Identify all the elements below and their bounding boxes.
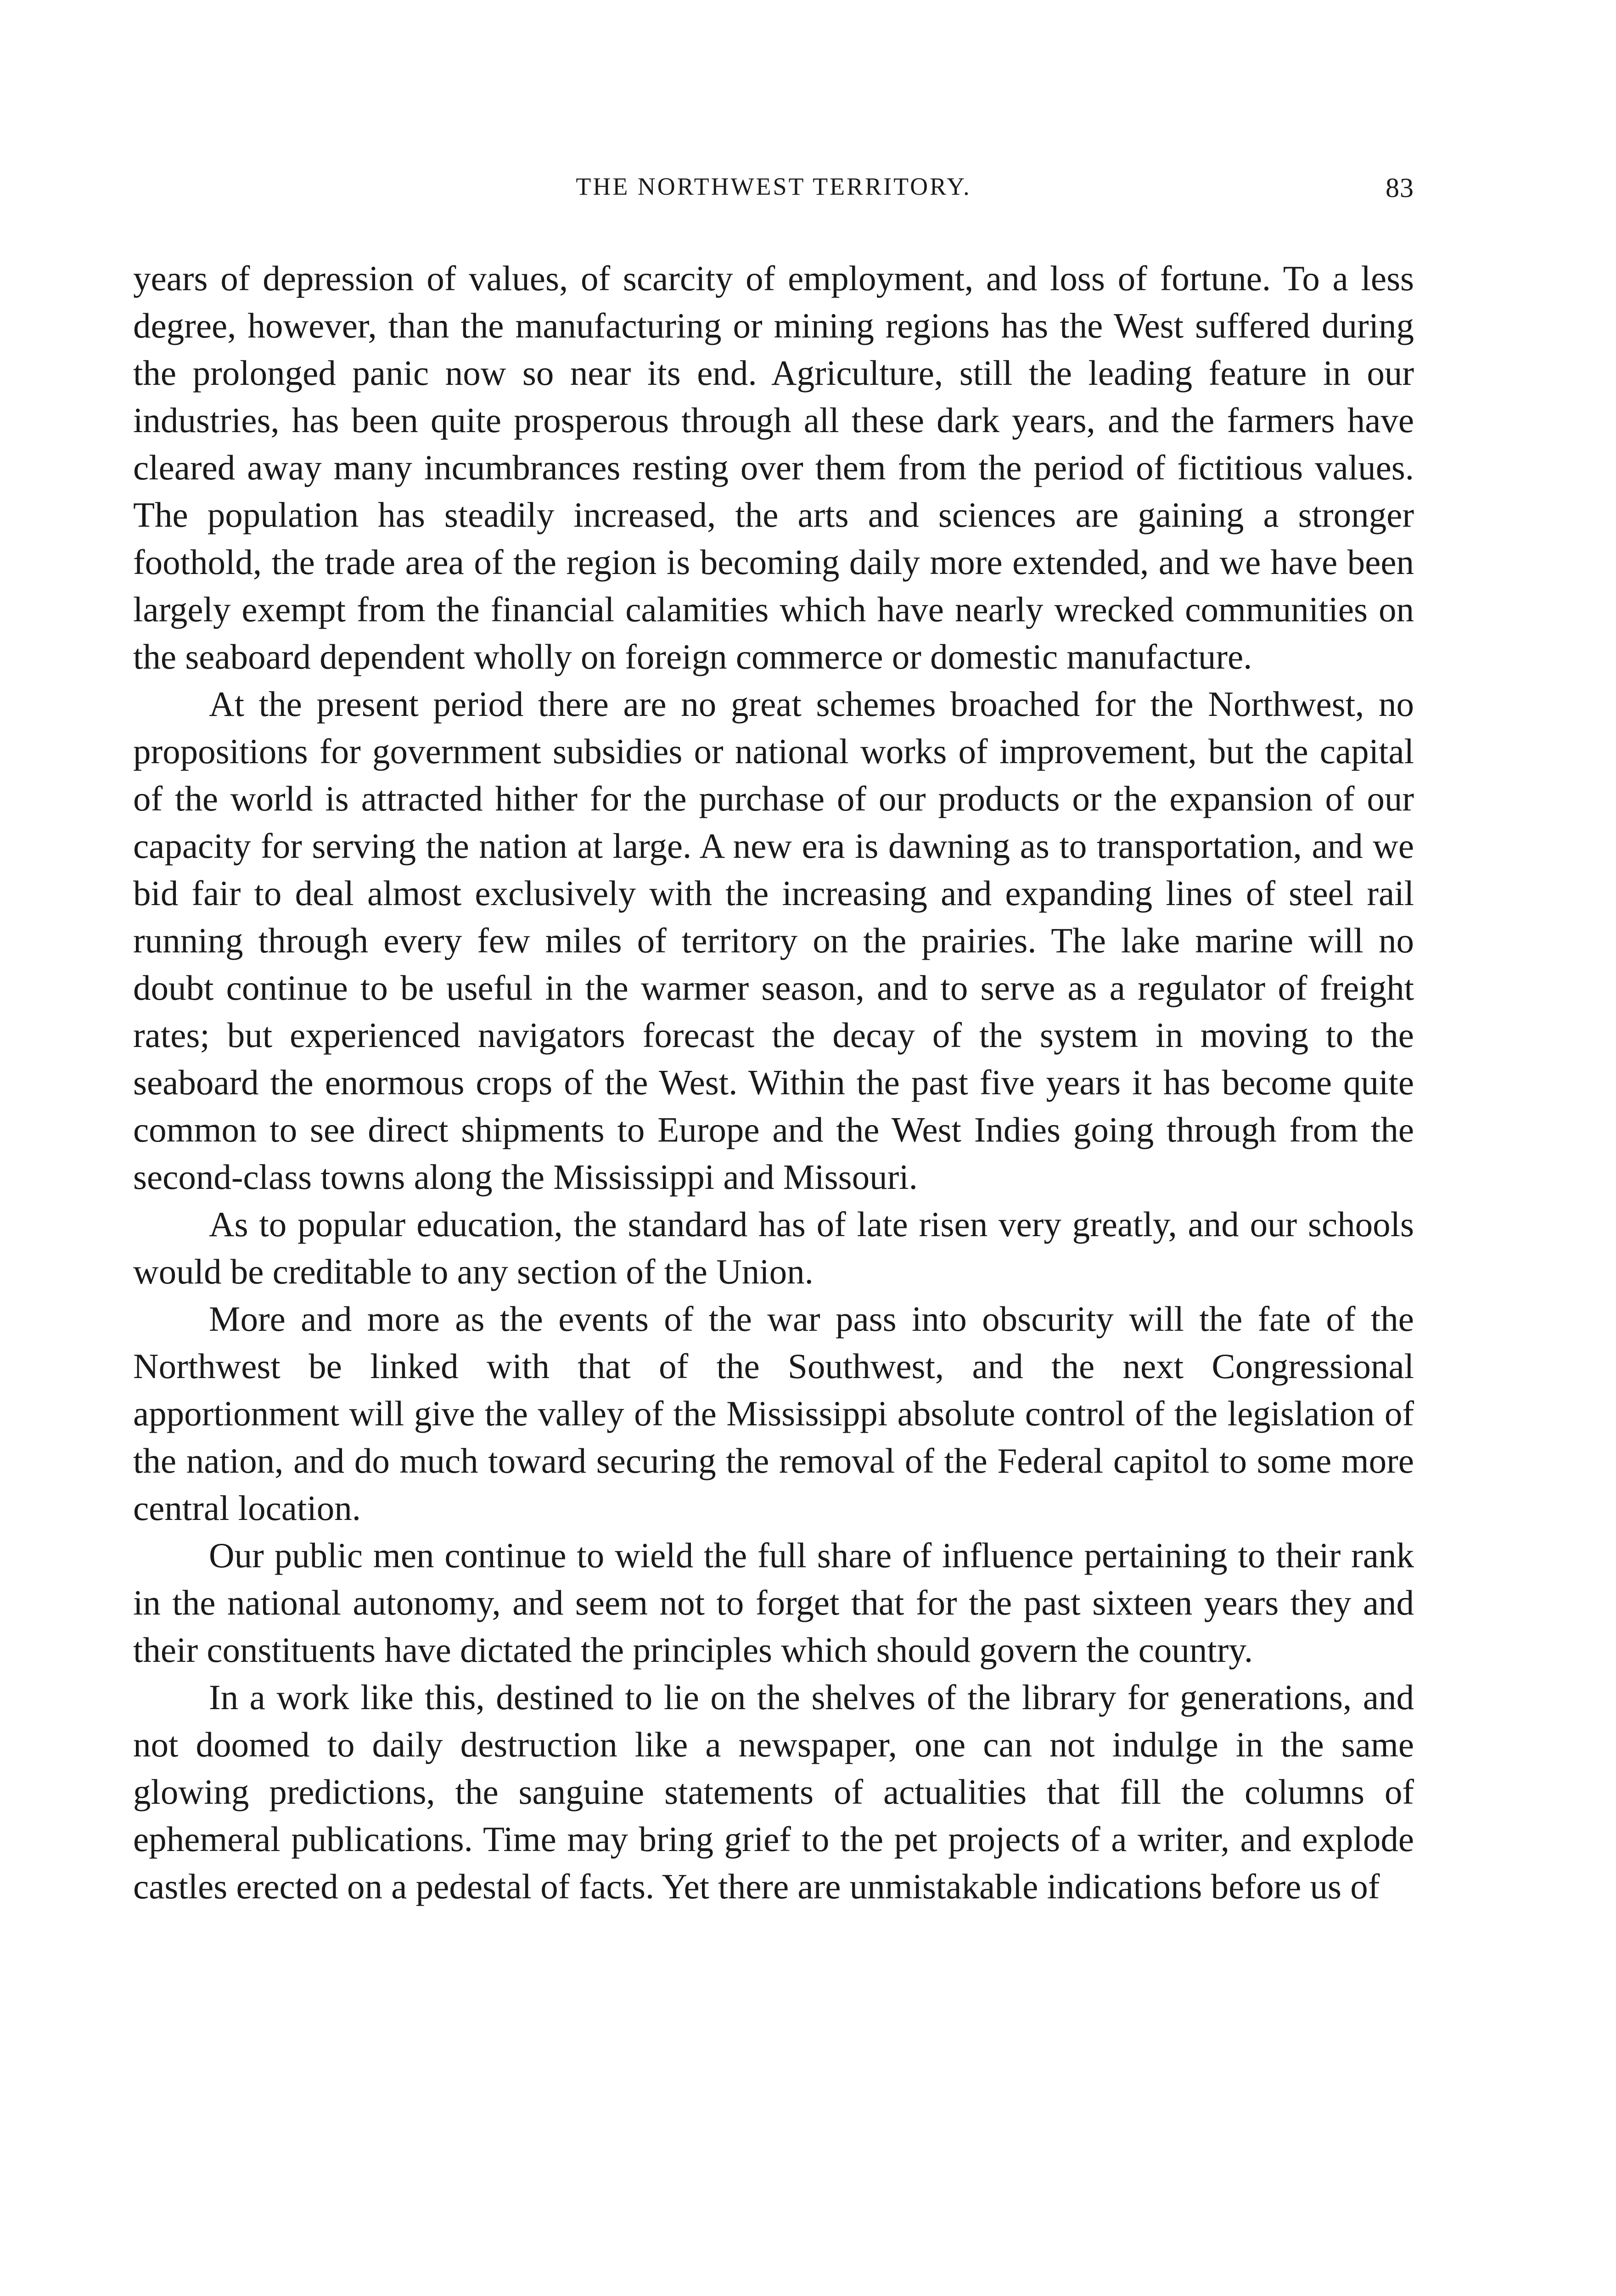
paragraph: In a work like this, destined to lie on the shelves of the library for generations, and not doomed to daily destruction like a newspaper, one can not indulge in the same glowing predictions, the sanguine statements of actualities that fill the columns of ephemeral publications. Time may bring grief to the pet projects of a writer, and explode castles erected on a pedestal of facts. Yet there are unmistakable indications before us of — [133, 1677, 1414, 1906]
paragraph: As to popular education, the standard has of late risen very greatly, and our schools would be creditable to any section of the Union. — [133, 1204, 1414, 1291]
paragraph-continued: years of depression of values, of scarcity of employment, and loss of fortune. To a less degree, however, than the manufacturing or mining regions has the West suffered during the prolonged panic now so near its end. Agriculture, still the leading feature in our industries, has been quite prosperous through all these dark years, and the farmers have cleared away many incumbrances resting over them from the period of fictitious values. The population has steadily increased, the arts and sciences are gaining a stronger foothold, the trade area of the region is becoming daily more extended, and we have been largely exempt from the financial calamities which have nearly wrecked communities on the seaboard dependent wholly on foreign commerce or domestic manufacture. — [133, 259, 1414, 676]
paragraph: At the present period there are no great schemes broached for the Northwest, no propositions for government subsidies or national works of improvement, but the capital of the world is attracted hither for the purchase of our products or the expansion of our capacity for serving the nation at large. A new era is dawning as to transportation, and we bid fair to deal almost exclusively with the increasing and expanding lines of steel rail running through every few miles of territory on the prairies. The lake marine will no doubt continue to be useful in the warmer season, and to serve as a regulator of freight rates; but experienced navigators forecast the decay of the system in moving to the seaboard the enormous crops of the West. Within the past five years it has become quite common to see direct shipments to Europe and the West Indies going through from the second-class towns along the Mississippi and Missouri. — [133, 684, 1414, 1197]
paragraph: Our public men continue to wield the full share of influence pertaining to their rank in the national autonomy, and seem not to forget that for the past sixteen years they and their constituents have dictated the principles which should govern the country. — [133, 1536, 1414, 1670]
body-text — [133, 255, 1414, 1910]
page-number: 83 — [1386, 173, 1414, 203]
running-title: THE NORTHWEST TERRITORY. — [576, 173, 971, 200]
running-head — [133, 172, 1414, 209]
paragraph: More and more as the events of the war pass into obscurity will the fate of the Northwest be linked with that of the Southwest, and the next Congressional apportionment will give the valley of the Mississippi absolute control of the legislation of the nation, and do much toward securing the removal of the Federal capitol to some more central location. — [133, 1299, 1414, 1528]
